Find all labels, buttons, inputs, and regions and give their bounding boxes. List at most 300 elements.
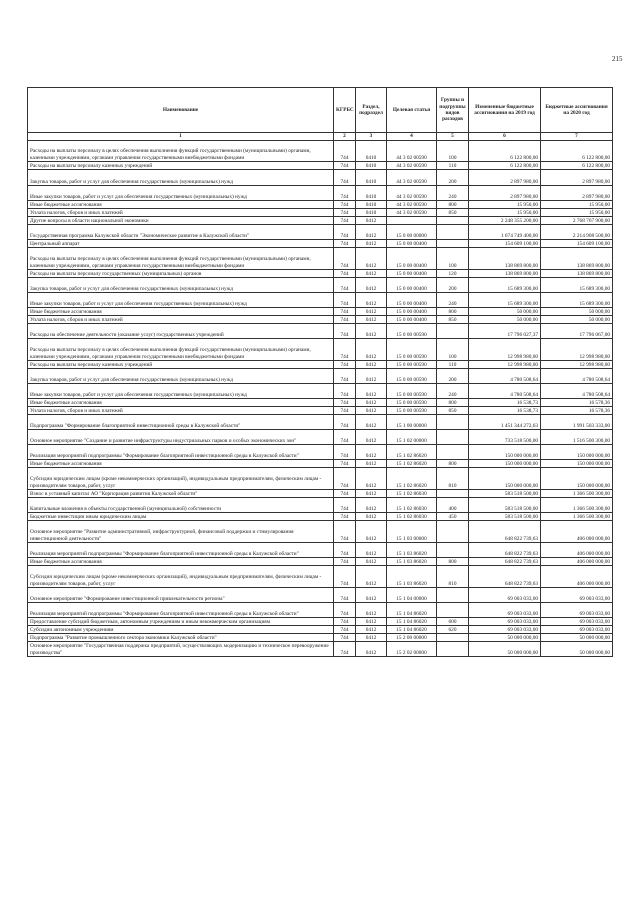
- table-row: [28, 201, 613, 209]
- cell-section: 0412: [356, 384, 387, 399]
- cell-name: Взнос в уставный капитал АО "Корпорация развития Калужской области": [28, 490, 334, 498]
- cell-target: 15 0 00 00400: [387, 270, 437, 278]
- cell-name: Основное мероприятие "Создание и развитие инфраструктуры индустриальных парков и особых экономических зон": [28, 430, 334, 445]
- table-row: [28, 626, 613, 634]
- cell-amount-2019: 50 000,00: [469, 308, 541, 316]
- cell-target: 15 0 00 00400: [387, 308, 437, 316]
- cell-expense-type: [437, 240, 469, 248]
- table-row: [28, 642, 613, 657]
- cell-amount-2020: 50 000 000,00: [541, 634, 613, 642]
- cell-section: 0412: [356, 626, 387, 634]
- cell-amount-2019: 69 003 033,00: [469, 603, 541, 618]
- cell-target: 15 1 03 86020: [387, 543, 437, 558]
- cell-amount-2020: 12 998 980,00: [541, 361, 613, 369]
- colnum: 3: [356, 133, 387, 141]
- cell-amount-2019: 2 248 355 200,00: [469, 217, 541, 225]
- cell-section: 0412: [356, 369, 387, 384]
- cell-expense-type: [437, 415, 469, 430]
- cell-name: Государственная программа Калужской области "Экономическое развитие в Калужской области": [28, 225, 334, 240]
- cell-target: 15 1 04 86020: [387, 626, 437, 634]
- cell-target: 44 3 02 00590: [387, 201, 437, 209]
- cell-target: 15 1 02 86020: [387, 468, 437, 490]
- budget-table: [27, 87, 613, 657]
- cell-amount-2019: 15 950,00: [469, 201, 541, 209]
- cell-section: 0412: [356, 543, 387, 558]
- cell-name: Расходы на выплаты персоналу в целях обеспечения выполнения функций государственными (муниципальными) органами, казенными учреждениями, органами управления государственными внебюджетными фондами: [28, 248, 334, 270]
- cell-section: 0412: [356, 308, 387, 316]
- table-row: [28, 407, 613, 415]
- cell-expense-type: 100: [437, 339, 469, 361]
- cell-kgrbs: 744: [334, 566, 356, 588]
- cell-kgrbs: 744: [334, 588, 356, 603]
- cell-amount-2020: 69 003 033,00: [541, 588, 613, 603]
- cell-kgrbs: 744: [334, 626, 356, 634]
- cell-section: 0412: [356, 270, 387, 278]
- cell-amount-2019: 15 689 300,00: [469, 293, 541, 308]
- cell-target: 15 0 00 00590: [387, 384, 437, 399]
- cell-kgrbs: 744: [334, 407, 356, 415]
- cell-target: 15 0 00 00400: [387, 278, 437, 293]
- cell-expense-type: 110: [437, 162, 469, 170]
- cell-name: Иные закупки товаров, работ и услуг для обеспечения государственных (муниципальных) нужд: [28, 384, 334, 399]
- colnum: 5: [437, 133, 469, 141]
- cell-section: 0412: [356, 316, 387, 324]
- table-row: [28, 308, 613, 316]
- cell-kgrbs: 744: [334, 240, 356, 248]
- cell-section: 0412: [356, 324, 387, 339]
- cell-target: 15 2 02 00000: [387, 642, 437, 657]
- cell-target: 44 3 02 00590: [387, 141, 437, 162]
- cell-amount-2020: 1 366 500 300,00: [541, 498, 613, 513]
- cell-name: Подпрограмма "Развитие промышленного сектора экономики Калужской области": [28, 634, 334, 642]
- cell-kgrbs: 744: [334, 278, 356, 293]
- cell-kgrbs: 744: [334, 369, 356, 384]
- header-section: Раздел, подраздел: [356, 88, 387, 133]
- cell-kgrbs: 744: [334, 162, 356, 170]
- cell-target: 44 3 02 00590: [387, 186, 437, 201]
- cell-name: Расходы на обеспечение деятельности (оказание услуг) государственных учреждений: [28, 324, 334, 339]
- cell-kgrbs: 744: [334, 186, 356, 201]
- cell-section: 0412: [356, 445, 387, 460]
- cell-amount-2020: 50 000,00: [541, 316, 613, 324]
- cell-section: 0412: [356, 588, 387, 603]
- table-row: [28, 460, 613, 468]
- cell-kgrbs: 744: [334, 521, 356, 543]
- cell-amount-2020: 2 897 980,00: [541, 170, 613, 186]
- cell-kgrbs: 744: [334, 384, 356, 399]
- cell-name: Иные бюджетные ассигнования: [28, 308, 334, 316]
- cell-amount-2019: 15 950,00: [469, 209, 541, 217]
- cell-kgrbs: 744: [334, 308, 356, 316]
- cell-section: 0412: [356, 361, 387, 369]
- cell-kgrbs: 744: [334, 513, 356, 521]
- table-row: [28, 498, 613, 513]
- cell-target: 15 1 02 86030: [387, 490, 437, 498]
- cell-kgrbs: 744: [334, 316, 356, 324]
- cell-amount-2020: 16 578,36: [541, 399, 613, 407]
- cell-amount-2020: 406 000 000,00: [541, 566, 613, 588]
- cell-target: 15 1 04 00000: [387, 588, 437, 603]
- table-row: [28, 339, 613, 361]
- cell-kgrbs: 744: [334, 415, 356, 430]
- cell-name: Расходы на выплаты персоналу в целях обеспечения выполнения функций государственными (муниципальными) органами, казенными учреждениями, органами управления государственными внебюджетными фондами: [28, 339, 334, 361]
- cell-amount-2020: 2 214 908 500,00: [541, 225, 613, 240]
- cell-expense-type: 200: [437, 170, 469, 186]
- cell-target: [387, 217, 437, 225]
- table-row: [28, 543, 613, 558]
- cell-amount-2019: 69 003 033,00: [469, 588, 541, 603]
- cell-expense-type: 800: [437, 460, 469, 468]
- cell-amount-2020: 69 003 033,00: [541, 618, 613, 626]
- cell-amount-2020: 12 998 980,00: [541, 339, 613, 361]
- cell-target: 15 0 00 00400: [387, 316, 437, 324]
- cell-expense-type: 850: [437, 209, 469, 217]
- cell-target: 15 1 04 86020: [387, 603, 437, 618]
- cell-amount-2019: 648 822 739,63: [469, 566, 541, 588]
- cell-amount-2019: 17 796 027,37: [469, 324, 541, 339]
- cell-section: 0410: [356, 201, 387, 209]
- cell-name: Основное мероприятие "Развитие административной, инфраструктурной, финансовой поддержки и стимулирования инвестиционной деятельности": [28, 521, 334, 543]
- cell-expense-type: [437, 445, 469, 460]
- cell-amount-2020: 17 796 067,00: [541, 324, 613, 339]
- cell-expense-type: 110: [437, 361, 469, 369]
- page-number: 215: [612, 55, 623, 63]
- cell-kgrbs: 744: [334, 217, 356, 225]
- table-row: [28, 430, 613, 445]
- cell-amount-2020: 15 689 300,00: [541, 278, 613, 293]
- cell-section: 0410: [356, 186, 387, 201]
- cell-section: 0412: [356, 490, 387, 498]
- table-row: [28, 240, 613, 248]
- cell-amount-2019: 150 000 000,00: [469, 460, 541, 468]
- cell-target: 15 0 00 00400: [387, 240, 437, 248]
- cell-target: 15 1 02 86020: [387, 445, 437, 460]
- cell-amount-2019: 50 000 000,00: [469, 642, 541, 657]
- cell-kgrbs: 744: [334, 460, 356, 468]
- cell-target: 15 0 00 00400: [387, 248, 437, 270]
- cell-section: 0412: [356, 217, 387, 225]
- cell-target: 15 1 03 86020: [387, 566, 437, 588]
- table-row: [28, 316, 613, 324]
- cell-amount-2020: 15 950,00: [541, 201, 613, 209]
- cell-amount-2019: 6 122 800,00: [469, 141, 541, 162]
- cell-name: Предоставление субсидий бюджетным, автономным учреждениям и иным некоммерческим организациям: [28, 618, 334, 626]
- cell-expense-type: 100: [437, 248, 469, 270]
- cell-kgrbs: 744: [334, 468, 356, 490]
- table-row: [28, 445, 613, 460]
- cell-section: 0412: [356, 521, 387, 543]
- cell-amount-2020: 4 780 508,64: [541, 384, 613, 399]
- cell-kgrbs: 744: [334, 270, 356, 278]
- cell-amount-2019: 16 538,73: [469, 399, 541, 407]
- cell-kgrbs: 744: [334, 430, 356, 445]
- cell-kgrbs: 744: [334, 498, 356, 513]
- cell-target: 15 1 02 00000: [387, 430, 437, 445]
- cell-target: 15 0 00 00000: [387, 225, 437, 240]
- cell-kgrbs: 744: [334, 141, 356, 162]
- cell-amount-2020: 406 000 000,00: [541, 543, 613, 558]
- cell-amount-2019: 69 003 033,00: [469, 626, 541, 634]
- table-row: [28, 170, 613, 186]
- cell-section: 0412: [356, 566, 387, 588]
- table-row: [28, 490, 613, 498]
- cell-name: Другие вопросы в области национальной экономики: [28, 217, 334, 225]
- colnum: 7: [541, 133, 613, 141]
- cell-name: Закупка товаров, работ и услуг для обеспечения государственных (муниципальных) нужд: [28, 170, 334, 186]
- cell-expense-type: 620: [437, 626, 469, 634]
- cell-expense-type: [437, 217, 469, 225]
- cell-target: 15 2 00 00000: [387, 634, 437, 642]
- cell-expense-type: 600: [437, 618, 469, 626]
- cell-kgrbs: 744: [334, 201, 356, 209]
- cell-name: Реализация мероприятий подпрограммы "Формирование благоприятной инвестиционной среды в Калужской области": [28, 445, 334, 460]
- cell-name: Иные бюджетные ассигнования: [28, 201, 334, 209]
- cell-section: 0412: [356, 558, 387, 566]
- cell-section: 0412: [356, 498, 387, 513]
- cell-name: Расходы на выплаты персоналу казенных учреждений: [28, 361, 334, 369]
- cell-expense-type: 100: [437, 141, 469, 162]
- cell-kgrbs: 744: [334, 445, 356, 460]
- table-row: [28, 186, 613, 201]
- cell-name: Основное мероприятие "Формирование инвестиционной привлекательности региона": [28, 588, 334, 603]
- cell-amount-2020: 6 122 800,00: [541, 162, 613, 170]
- table-row: [28, 324, 613, 339]
- cell-name: Закупка товаров, работ и услуг для обеспечения государственных (муниципальных) нужд: [28, 369, 334, 384]
- table-row: [28, 521, 613, 543]
- cell-amount-2019: 648 822 739,63: [469, 521, 541, 543]
- cell-section: 0410: [356, 141, 387, 162]
- cell-section: 0412: [356, 240, 387, 248]
- cell-name: Расходы на выплаты персоналу казенных учреждений: [28, 162, 334, 170]
- header-2020: Бюджетные ассигнования на 2020 год: [541, 88, 613, 133]
- cell-section: 0412: [356, 407, 387, 415]
- cell-amount-2020: 4 780 508,64: [541, 369, 613, 384]
- table-row: [28, 293, 613, 308]
- cell-amount-2019: 583 518 500,00: [469, 498, 541, 513]
- table-row: [28, 369, 613, 384]
- cell-expense-type: 400: [437, 498, 469, 513]
- cell-amount-2020: 1 991 503 333,00: [541, 415, 613, 430]
- cell-name: Подпрограмма "Формирование благоприятной инвестиционной среды в Калужской области": [28, 415, 334, 430]
- cell-amount-2019: 138 869 800,00: [469, 270, 541, 278]
- cell-section: 0412: [356, 293, 387, 308]
- cell-target: 15 0 00 00590: [387, 399, 437, 407]
- cell-amount-2019: 50 000,00: [469, 316, 541, 324]
- cell-target: 15 1 02 86020: [387, 460, 437, 468]
- header-kgrbs: КГРБС: [334, 88, 356, 133]
- table-row: [28, 618, 613, 626]
- cell-amount-2019: 69 003 033,00: [469, 618, 541, 626]
- cell-kgrbs: 744: [334, 634, 356, 642]
- cell-expense-type: 120: [437, 270, 469, 278]
- cell-name: Центральный аппарат: [28, 240, 334, 248]
- cell-amount-2019: 150 000 000,00: [469, 445, 541, 460]
- cell-section: 0410: [356, 170, 387, 186]
- cell-section: 0412: [356, 415, 387, 430]
- cell-expense-type: 800: [437, 399, 469, 407]
- cell-name: Уплата налогов, сборов и иных платежей: [28, 407, 334, 415]
- table-row: [28, 603, 613, 618]
- cell-name: Субсидии юридическим лицам (кроме некоммерческих организаций), индивидуальным предпринимателям, физическим лицам - производителям товаров, работ, услуг: [28, 468, 334, 490]
- cell-expense-type: 810: [437, 468, 469, 490]
- cell-kgrbs: 744: [334, 225, 356, 240]
- cell-expense-type: [437, 603, 469, 618]
- cell-name: Уплата налогов, сборов и иных платежей: [28, 316, 334, 324]
- cell-name: Реализация мероприятий подпрограммы "Формирование благоприятной инвестиционной среды в Калужской области": [28, 543, 334, 558]
- cell-kgrbs: 744: [334, 642, 356, 657]
- header-changed-2019: Измененные бюджетные ассигнования на 2019 год: [469, 88, 541, 133]
- cell-target: 15 0 00 00590: [387, 407, 437, 415]
- table-row: [28, 415, 613, 430]
- cell-target: 15 1 03 86020: [387, 558, 437, 566]
- cell-amount-2019: 12 998 980,00: [469, 339, 541, 361]
- cell-target: 15 0 00 00400: [387, 293, 437, 308]
- cell-expense-type: [437, 225, 469, 240]
- table-row: [28, 217, 613, 225]
- table-row: [28, 209, 613, 217]
- cell-section: 0412: [356, 603, 387, 618]
- cell-name: Уплата налогов, сборов и иных платежей: [28, 209, 334, 217]
- cell-amount-2019: 2 897 980,00: [469, 186, 541, 201]
- colnum: 2: [334, 133, 356, 141]
- cell-expense-type: 850: [437, 407, 469, 415]
- cell-amount-2020: 2 897 980,00: [541, 186, 613, 201]
- cell-section: 0412: [356, 642, 387, 657]
- table-row: [28, 361, 613, 369]
- cell-kgrbs: 744: [334, 558, 356, 566]
- cell-amount-2019: 648 822 739,63: [469, 543, 541, 558]
- table-row: [28, 248, 613, 270]
- cell-expense-type: [437, 634, 469, 642]
- cell-name: Иные бюджетные ассигнования: [28, 399, 334, 407]
- cell-amount-2019: 4 780 508,64: [469, 369, 541, 384]
- cell-expense-type: [437, 543, 469, 558]
- cell-section: 0412: [356, 513, 387, 521]
- cell-target: 44 3 02 00590: [387, 209, 437, 217]
- cell-expense-type: 800: [437, 308, 469, 316]
- cell-expense-type: 240: [437, 186, 469, 201]
- cell-amount-2020: 15 950,00: [541, 209, 613, 217]
- cell-expense-type: [437, 324, 469, 339]
- cell-expense-type: 200: [437, 278, 469, 293]
- cell-amount-2020: 69 003 033,00: [541, 626, 613, 634]
- cell-section: 0412: [356, 634, 387, 642]
- cell-amount-2020: 69 003 033,00: [541, 603, 613, 618]
- table-row: [28, 566, 613, 588]
- cell-amount-2019: 15 689 300,00: [469, 278, 541, 293]
- cell-target: 15 1 03 00000: [387, 521, 437, 543]
- table-row: [28, 513, 613, 521]
- table-row: [28, 162, 613, 170]
- cell-expense-type: [437, 642, 469, 657]
- table-row: [28, 225, 613, 240]
- cell-kgrbs: 744: [334, 399, 356, 407]
- header-groups: Группы и подгруппы видов расходов: [437, 88, 469, 133]
- cell-target: 15 0 00 00590: [387, 339, 437, 361]
- cell-name: Закупка товаров, работ и услуг для обеспечения государственных (муниципальных) нужд: [28, 278, 334, 293]
- cell-target: 15 1 02 86030: [387, 498, 437, 513]
- cell-target: 15 1 02 86030: [387, 513, 437, 521]
- cell-target: 15 0 00 00590: [387, 324, 437, 339]
- cell-expense-type: 200: [437, 369, 469, 384]
- colnum: 6: [469, 133, 541, 141]
- cell-amount-2020: 406 000 000,00: [541, 558, 613, 566]
- table-row: [28, 278, 613, 293]
- header-target: Целевая статья: [387, 88, 437, 133]
- cell-section: 0412: [356, 430, 387, 445]
- cell-amount-2020: 138 869 800,00: [541, 270, 613, 278]
- cell-section: 0412: [356, 248, 387, 270]
- cell-kgrbs: 744: [334, 361, 356, 369]
- cell-kgrbs: 744: [334, 248, 356, 270]
- cell-name: Расходы на выплаты персоналу государственных (муниципальных) органов: [28, 270, 334, 278]
- cell-amount-2019: 583 518 500,00: [469, 490, 541, 498]
- cell-amount-2019: 154 609 100,00: [469, 240, 541, 248]
- cell-amount-2019: 4 780 508,64: [469, 384, 541, 399]
- cell-amount-2020: 16 578,36: [541, 407, 613, 415]
- cell-name: Иные закупки товаров, работ и услуг для обеспечения государственных (муниципальных) нужд: [28, 293, 334, 308]
- colnum: 4: [387, 133, 437, 141]
- cell-amount-2020: 150 000 000,00: [541, 460, 613, 468]
- table-row: [28, 399, 613, 407]
- cell-section: 0412: [356, 225, 387, 240]
- cell-kgrbs: 744: [334, 209, 356, 217]
- cell-name: Субсидии юридическим лицам (кроме некоммерческих организаций), индивидуальным предпринимателям, физическим лицам - производителям товаров, работ, услуг: [28, 566, 334, 588]
- cell-expense-type: [437, 490, 469, 498]
- cell-amount-2020: 406 000 000,00: [541, 521, 613, 543]
- cell-amount-2019: 1 451 344 272,63: [469, 415, 541, 430]
- table-row: [28, 270, 613, 278]
- cell-amount-2019: 648 822 739,63: [469, 558, 541, 566]
- cell-section: 0410: [356, 162, 387, 170]
- cell-amount-2020: 150 000 000,00: [541, 468, 613, 490]
- cell-name: Бюджетные инвестиции иным юридическим лицам: [28, 513, 334, 521]
- cell-expense-type: 810: [437, 566, 469, 588]
- cell-expense-type: 800: [437, 201, 469, 209]
- cell-name: Капитальные вложения в объекты государственной (муниципальной) собственности: [28, 498, 334, 513]
- cell-amount-2019: 138 869 800,00: [469, 248, 541, 270]
- cell-amount-2019: 16 538,73: [469, 407, 541, 415]
- cell-name: Иные бюджетные ассигнования: [28, 460, 334, 468]
- cell-name: Иные закупки товаров, работ и услуг для обеспечения государственных (муниципальных) нужд: [28, 186, 334, 201]
- cell-target: 15 1 04 86020: [387, 618, 437, 626]
- cell-amount-2020: 50 000 000,00: [541, 642, 613, 657]
- cell-target: 15 1 00 00000: [387, 415, 437, 430]
- cell-expense-type: 240: [437, 293, 469, 308]
- column-number-row: [28, 133, 613, 141]
- cell-expense-type: [437, 588, 469, 603]
- table-body: [28, 141, 613, 657]
- cell-name: Реализация мероприятий подпрограммы "Формирование благоприятной инвестиционной среды в Калужской области": [28, 603, 334, 618]
- cell-name: Расходы на выплаты персоналу в целях обеспечения выполнения функций государственными (муниципальными) органами, казенными учреждениями, органами управления государственными внебюджетными фондами: [28, 141, 334, 162]
- cell-amount-2019: 150 000 000,00: [469, 468, 541, 490]
- cell-amount-2019: 2 897 980,00: [469, 170, 541, 186]
- cell-section: 0412: [356, 278, 387, 293]
- header-name: Наименование: [28, 88, 334, 133]
- cell-name: Основное мероприятие "Государственная поддержка предприятий, осуществляющих модернизацию и техническое перевооружение производства": [28, 642, 334, 657]
- cell-target: 15 0 00 00590: [387, 361, 437, 369]
- table-row: [28, 384, 613, 399]
- cell-expense-type: 800: [437, 558, 469, 566]
- table-header-row: [28, 88, 613, 133]
- cell-name: Субсидии автономным учреждениям: [28, 626, 334, 634]
- cell-kgrbs: 744: [334, 618, 356, 626]
- cell-kgrbs: 744: [334, 339, 356, 361]
- cell-name: Иные бюджетные ассигнования: [28, 558, 334, 566]
- cell-section: 0412: [356, 468, 387, 490]
- table-row: [28, 558, 613, 566]
- cell-section: 0412: [356, 618, 387, 626]
